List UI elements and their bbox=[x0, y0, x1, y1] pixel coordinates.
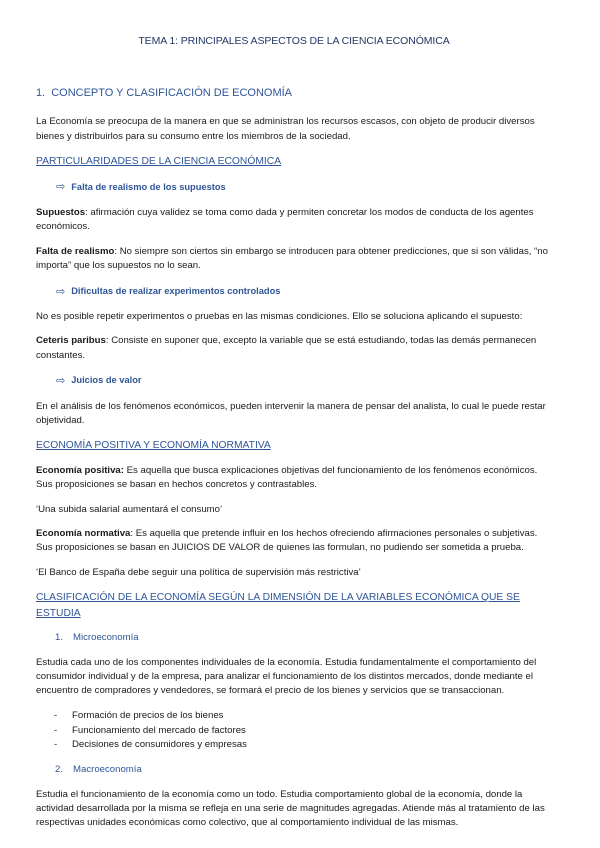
paragraph-economia-positiva bbox=[36, 464, 552, 493]
term-economia-positiva: Economía positiva: bbox=[36, 464, 124, 476]
subheading-particularidades: PARTICULARIDADES DE LA CIENCIA ECONÓMICA bbox=[36, 156, 282, 168]
right-arrow-icon: ⇨ bbox=[56, 375, 66, 388]
list-item bbox=[54, 724, 552, 739]
right-arrow-icon: ⇨ bbox=[56, 181, 66, 194]
term-economia-normativa: Economía normativa bbox=[36, 528, 131, 540]
example-positiva: ‘Una subida salarial aumentará el consumo’ bbox=[36, 503, 223, 515]
paragraph-falta-realismo bbox=[36, 245, 552, 274]
term-ceteris-paribus: Ceteris paribus bbox=[36, 335, 106, 347]
document-title: TEMA 1: PRINCIPALES ASPECTOS DE LA CIENCIA ECONÓMICA bbox=[138, 35, 450, 47]
text-economia-positiva: Es aquella que busca explicaciones objetivas del funcionamiento de los fenómenos económicos. Sus proposiciones se basan en hechos concretos y contrastables. bbox=[36, 464, 538, 491]
paragraph-experimentos: No es posible repetir experimentos o pruebas en las mismas condiciones. Ello se soluciona aplicando el supuesto: bbox=[36, 311, 523, 323]
list-item-text: Funcionamiento del mercado de factores bbox=[72, 724, 246, 736]
arrow-item-realismo bbox=[56, 179, 552, 196]
arrow-item-label: Juicios de valor bbox=[71, 375, 142, 386]
text-falta-realismo: : No siempre son ciertos sin embargo se introducen para obtener predicciones, que si son válidas, “no importa” que los supuestos no lo sean. bbox=[36, 245, 548, 272]
dash-bullet: - bbox=[54, 724, 58, 736]
section-heading-text: CONCEPTO Y CLASIFICACIÓN DE ECONOMÍA bbox=[51, 86, 293, 99]
dash-bullet: - bbox=[54, 709, 58, 721]
item-number: 2. bbox=[55, 764, 64, 776]
paragraph-macro: Estudia el funcionamiento de la economía como un todo. Estudia comportamiento global de la economía, donde la actividad desarrollada por la misma se refleja en una serie de magnitudes agregadas. Atiende más al tratamiento de las respectivas unidades económicas como colectivo, que al comportamiento individual de las mismas. bbox=[36, 788, 545, 829]
arrow-item-label: Falta de realismo de los supuestos bbox=[71, 181, 226, 192]
text-economia-normativa: : Es aquella que pretende influir en los hechos ofreciendo afirmaciones personales o subjetivas. Sus proposiciones se basan en JUICIOS DE VALOR de quienes las formulan, no pudiendo ser sometida a prueba. bbox=[36, 528, 538, 554]
term-falta-realismo: Falta de realismo bbox=[36, 245, 115, 257]
paragraph-micro: Estudia cada uno de los componentes individuales de la economía. Estudia fundamentalmente el comportamiento del consumidor individual y de la empresa, para analizar el funcionamiento de los distintos mercados, donde mediante el encuentro de compradores y vendedores, se formará el precio de los bienes y servicios que se transaccionan. bbox=[36, 656, 537, 697]
section-number: 1. bbox=[36, 86, 46, 99]
arrow-item-label: Dificultas de realizar experimentos controlados bbox=[71, 285, 281, 296]
example-normativa: ‘El Banco de España debe seguir una política de supervisión más restrictiva’ bbox=[36, 566, 361, 578]
arrow-item-experimentos bbox=[56, 284, 552, 301]
list-item-text: Decisiones de consumidores y empresas bbox=[72, 739, 247, 751]
numbered-heading-macro bbox=[55, 763, 552, 777]
subheading-clasificacion: CLASIFICACIÓN DE LA ECONOMÍA SEGÚN LA DIMENSIÓN DE LA VARIABLES ECONÓMICA QUE SE ESTUDIA bbox=[36, 592, 520, 619]
subheading-positiva-normativa: ECONOMÍA POSITIVA Y ECONOMÍA NORMATIVA bbox=[36, 440, 271, 452]
item-label: Microeconomía bbox=[73, 632, 139, 644]
intro-paragraph: La Economía se preocupa de la manera en que se administran los recursos escasos, con objeto de producir diversos bienes y distribuirlos para su consumo entre los miembros de la sociedad. bbox=[36, 116, 535, 142]
text-supuestos: : afirmación cuya validez se toma como dada y permiten concretar los modos de conducta de los agentes económicos. bbox=[36, 206, 534, 233]
paragraph-juicios: En el análisis de los fenómenos económicos, pueden intervenir la manera de pensar del analista, lo cual le puede restar objetividad. bbox=[36, 400, 546, 427]
list-item-text: Formación de precios de los bienes bbox=[72, 709, 224, 721]
list-item bbox=[54, 709, 552, 724]
term-supuestos: Supuestos bbox=[36, 206, 86, 218]
item-label: Macroeconomía bbox=[73, 764, 142, 776]
paragraph-supuestos bbox=[36, 206, 552, 235]
paragraph-economia-normativa bbox=[36, 527, 552, 556]
micro-list bbox=[36, 709, 552, 754]
arrow-item-juicios bbox=[56, 373, 552, 390]
dash-bullet: - bbox=[54, 739, 58, 751]
section-heading-concepto bbox=[36, 85, 552, 102]
paragraph-ceteris-paribus bbox=[36, 334, 552, 363]
item-number: 1. bbox=[55, 632, 64, 644]
text-ceteris-paribus: : Consiste en suponer que, excepto la variable que se está estudiando, todas las demás permanecen constantes. bbox=[36, 335, 537, 361]
right-arrow-icon: ⇨ bbox=[56, 285, 66, 298]
numbered-heading-micro bbox=[55, 631, 552, 645]
list-item bbox=[54, 738, 552, 753]
